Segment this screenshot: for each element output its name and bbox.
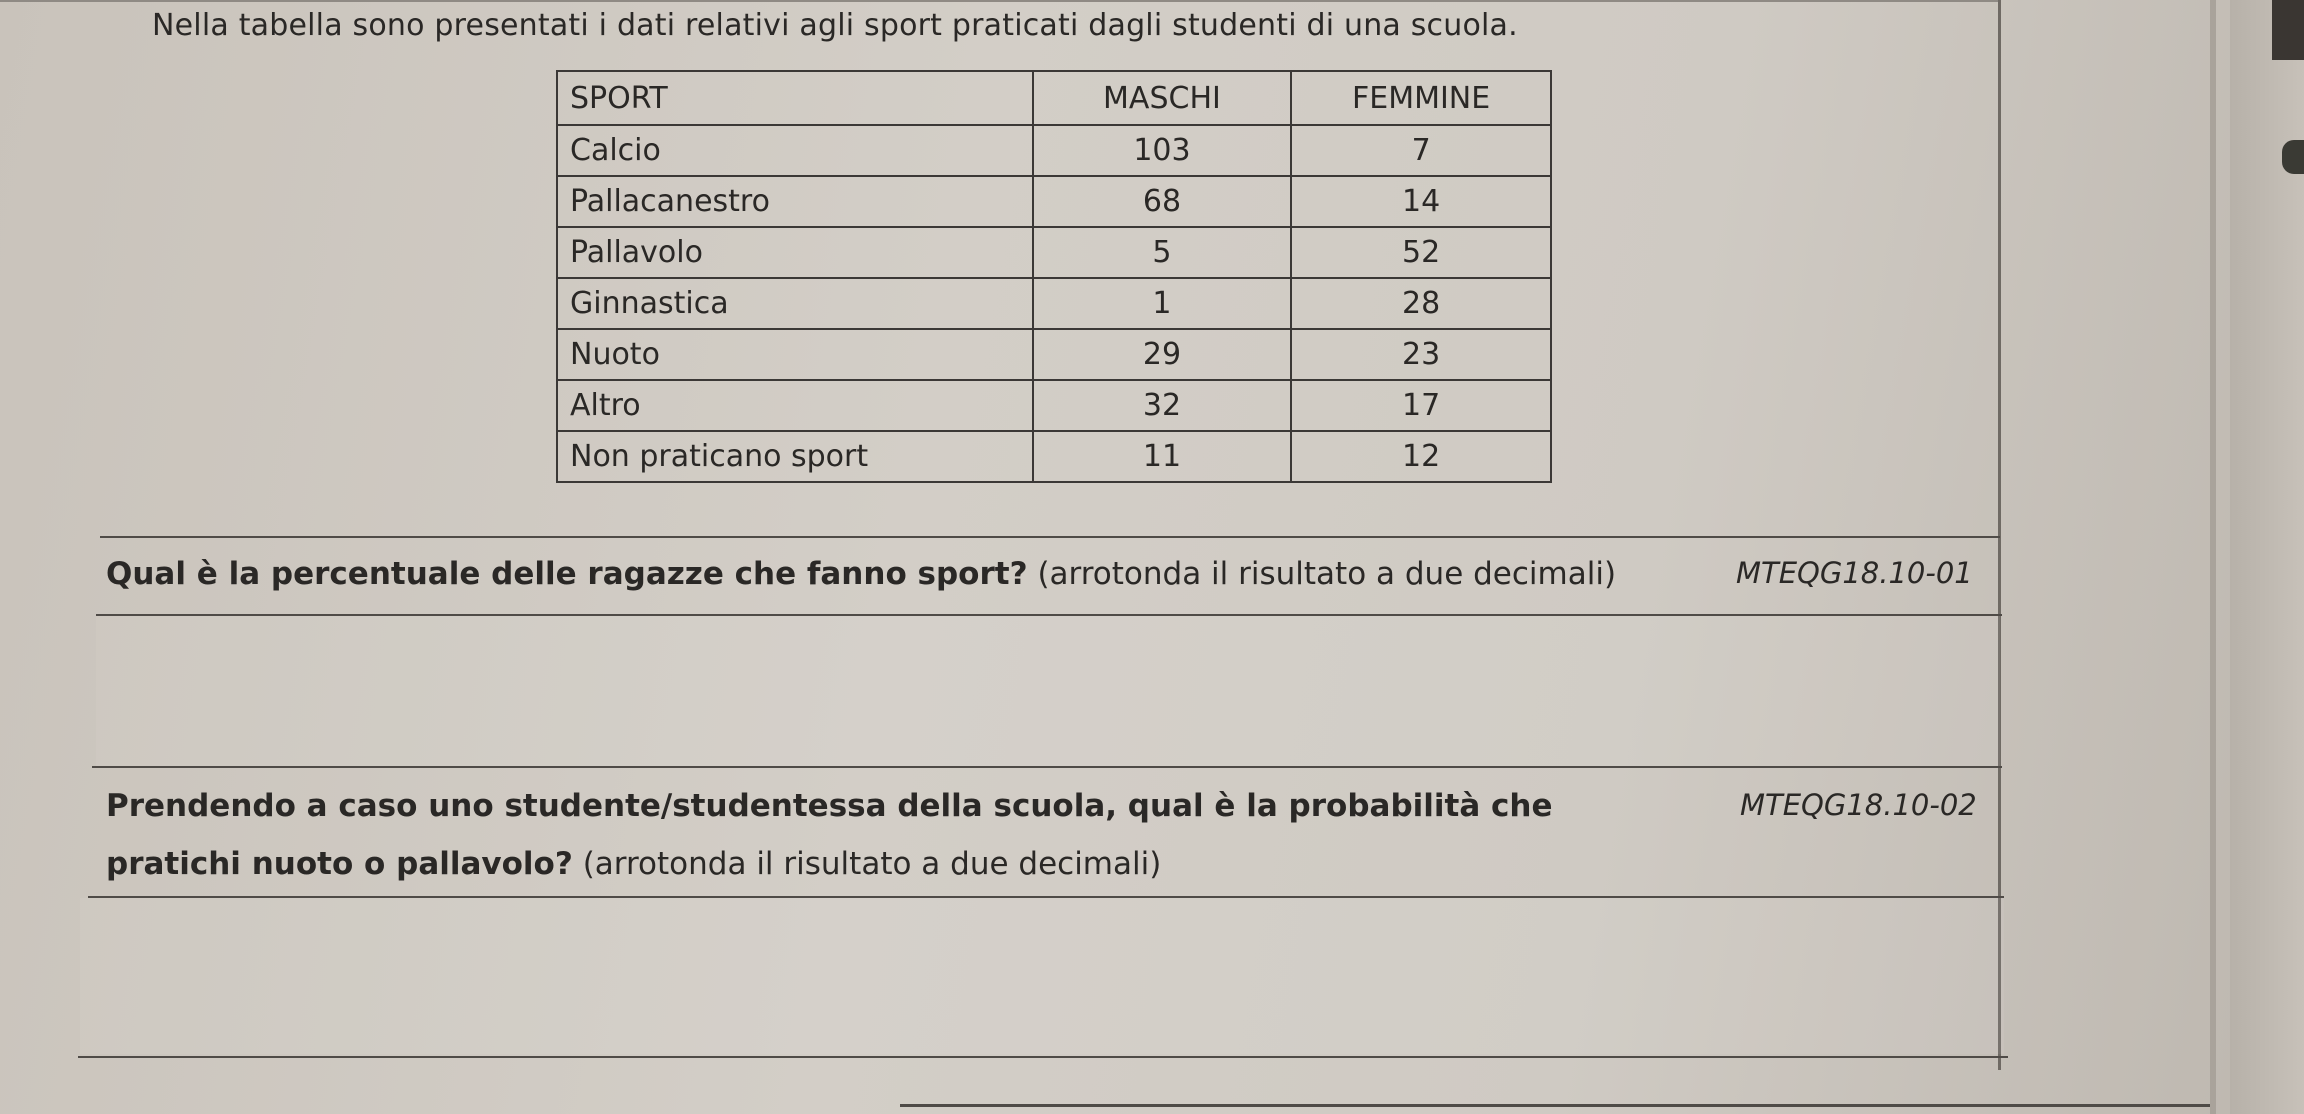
question-2-line-1 [106, 788, 1553, 824]
header-femmine: FEMMINE [1291, 71, 1551, 125]
lower-sheet-edge [900, 1104, 2210, 1107]
paper-edge [2210, 0, 2216, 1114]
sports-data-table [556, 70, 1552, 483]
cell-femmine: 12 [1291, 431, 1551, 482]
question-2-note: (arrotonda il risultato a due decimali) [582, 846, 1162, 882]
cell-maschi: 11 [1033, 431, 1292, 482]
question-1-code: MTEQG18.10-01 [1736, 556, 1973, 590]
cell-maschi: 32 [1033, 380, 1292, 431]
cell-femmine: 52 [1291, 227, 1551, 278]
cell-sport: Pallavolo [557, 227, 1033, 278]
question-2-bold-line-1: Prendendo a caso uno studente/studentessa della scuola, qual è la probabilità che [106, 788, 1553, 824]
cell-maschi: 5 [1033, 227, 1292, 278]
question-1-text [106, 556, 1616, 592]
question-1-bold: Qual è la percentuale delle ragazze che fanno sport? [106, 556, 1028, 592]
intro-text: Nella tabella sono presentati i dati relativi agli sport praticati dagli studenti di una scuola. [152, 8, 1518, 43]
question-2-line-2 [106, 846, 1161, 882]
cell-maschi: 29 [1033, 329, 1292, 380]
cell-femmine: 7 [1291, 125, 1551, 176]
question-1-note: (arrotonda il risultato a due decimali) [1037, 556, 1617, 592]
table-row [557, 176, 1551, 227]
cell-femmine: 28 [1291, 278, 1551, 329]
question-1-top-rule [100, 536, 2000, 538]
question-2-bold-line-2: pratichi nuoto o pallavolo? [106, 846, 573, 882]
cell-sport: Altro [557, 380, 1033, 431]
cell-maschi: 103 [1033, 125, 1292, 176]
table-row [557, 329, 1551, 380]
cell-maschi: 1 [1033, 278, 1292, 329]
top-rule [0, 0, 2000, 2]
table-row [557, 125, 1551, 176]
cell-sport: Non praticano sport [557, 431, 1033, 482]
cell-sport: Pallacanestro [557, 176, 1033, 227]
cell-sport: Nuoto [557, 329, 1033, 380]
background-object [2282, 140, 2304, 174]
cell-sport: Calcio [557, 125, 1033, 176]
table-row [557, 380, 1551, 431]
table-row [557, 227, 1551, 278]
cell-femmine: 14 [1291, 176, 1551, 227]
cell-femmine: 23 [1291, 329, 1551, 380]
answer-2-box[interactable] [80, 898, 2004, 1054]
answer-1-box[interactable] [96, 616, 2000, 766]
header-maschi: MASCHI [1033, 71, 1292, 125]
question-2-top-rule [92, 766, 2002, 768]
table-row [557, 431, 1551, 482]
table-header-row [557, 71, 1551, 125]
cell-maschi: 68 [1033, 176, 1292, 227]
header-sport: SPORT [557, 71, 1033, 125]
cell-sport: Ginnastica [557, 278, 1033, 329]
table-row [557, 278, 1551, 329]
background-dark-corner [2272, 0, 2304, 60]
page-bottom-rule [78, 1056, 2008, 1058]
cell-femmine: 17 [1291, 380, 1551, 431]
question-2-code: MTEQG18.10-02 [1740, 788, 1977, 822]
